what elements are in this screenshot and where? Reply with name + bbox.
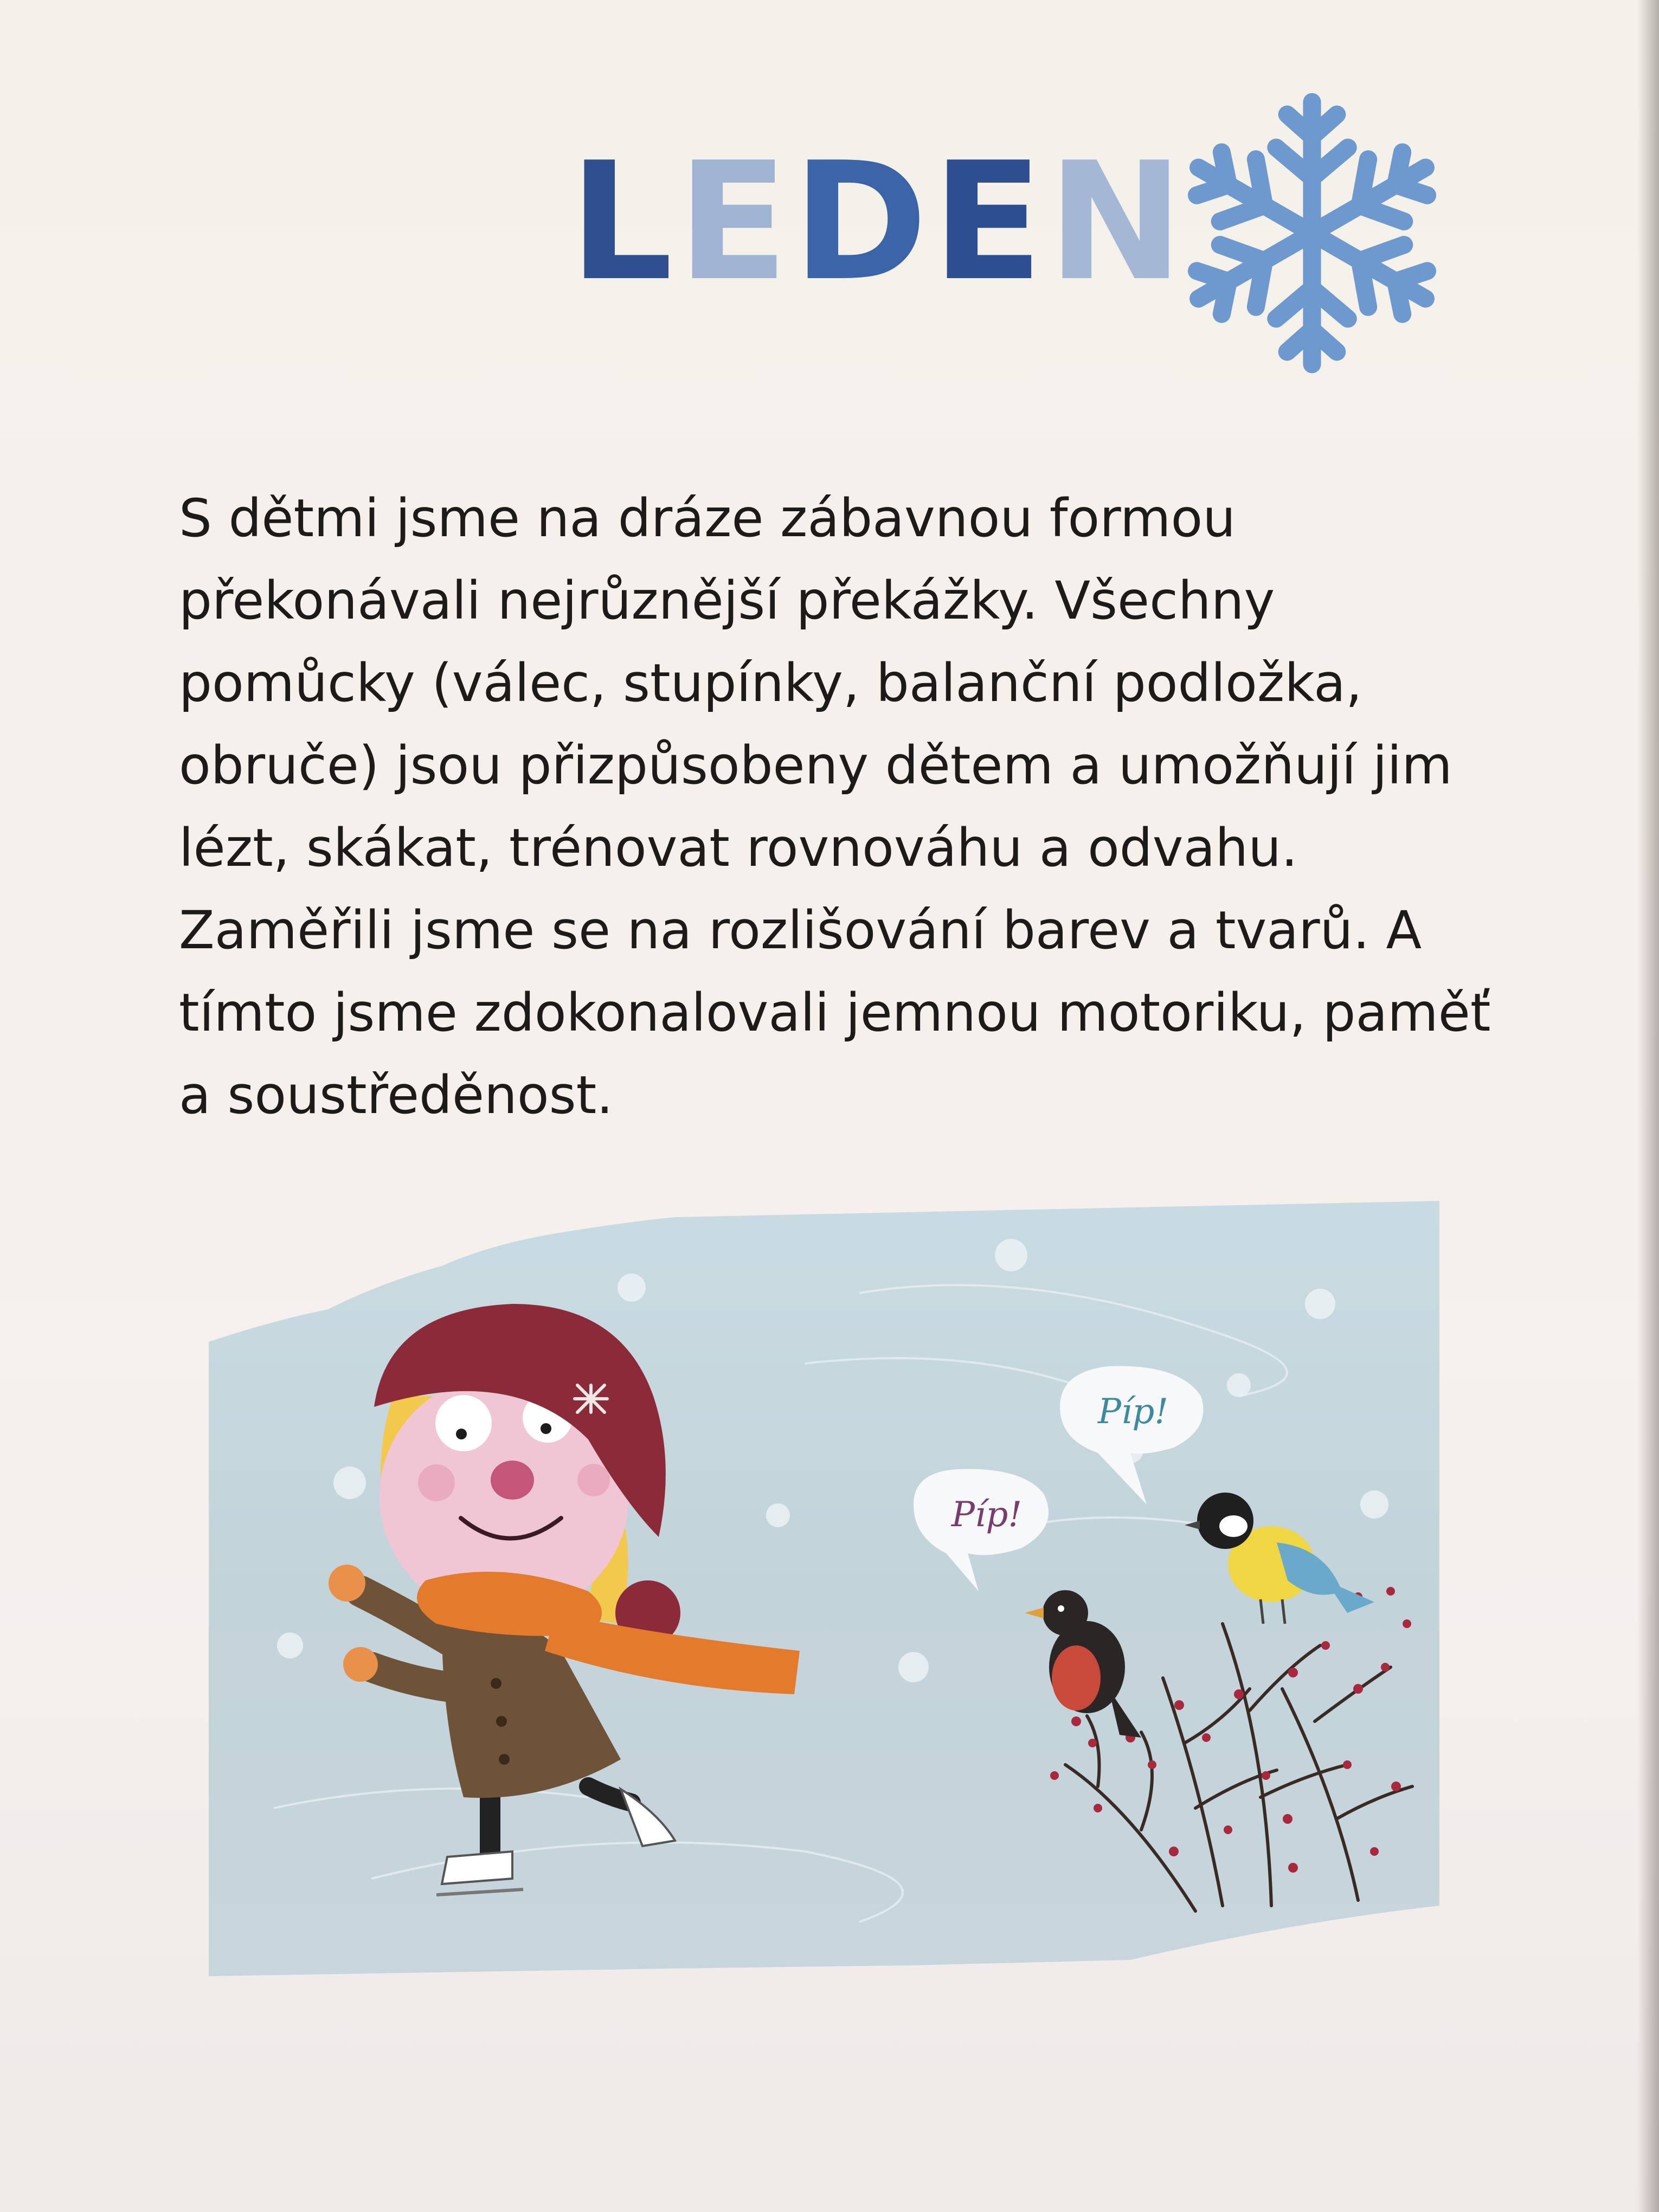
paragraph-line-7: tímto jsme zdokonalovali jemnou motoriku, paměť — [179, 982, 1491, 1043]
title-letter-4: E — [932, 127, 1048, 317]
page-title — [569, 127, 1188, 317]
paragraph-line-1: S dětmi jsme na dráze zábavnou formou — [179, 488, 1236, 549]
title-letter-1: L — [569, 127, 678, 317]
paragraph-line-6: Zaměřili jsme se na rozlišování barev a tvarů. A — [179, 900, 1422, 961]
paragraph-line-3: pomůcky (válec, stupínky, balanční podložka, — [179, 653, 1362, 713]
winter-skating-illustration — [209, 1201, 1439, 1976]
paragraph-line-2: překonávali nejrůznější překážky. Všechny — [179, 570, 1275, 631]
paragraph-line-8: a soustředěnost. — [179, 1065, 613, 1126]
title-letter-3: D — [793, 127, 933, 317]
body-paragraph — [179, 477, 1523, 1136]
paragraph-line-5: lézt, skákat, trénovat rovnováhu a odvahu. — [179, 818, 1298, 878]
title-letter-5: N — [1047, 127, 1188, 317]
page-edge-shadow — [1637, 0, 1659, 2212]
bubble-left-text: Píp! — [951, 1495, 1023, 1535]
paragraph-line-4: obruče) jsou přizpůsobeny dětem a umožňují jim — [179, 735, 1452, 796]
bubble-right-text: Píp! — [1097, 1392, 1169, 1432]
snowflake-icon — [1171, 81, 1453, 385]
title-letter-2: E — [677, 127, 793, 317]
